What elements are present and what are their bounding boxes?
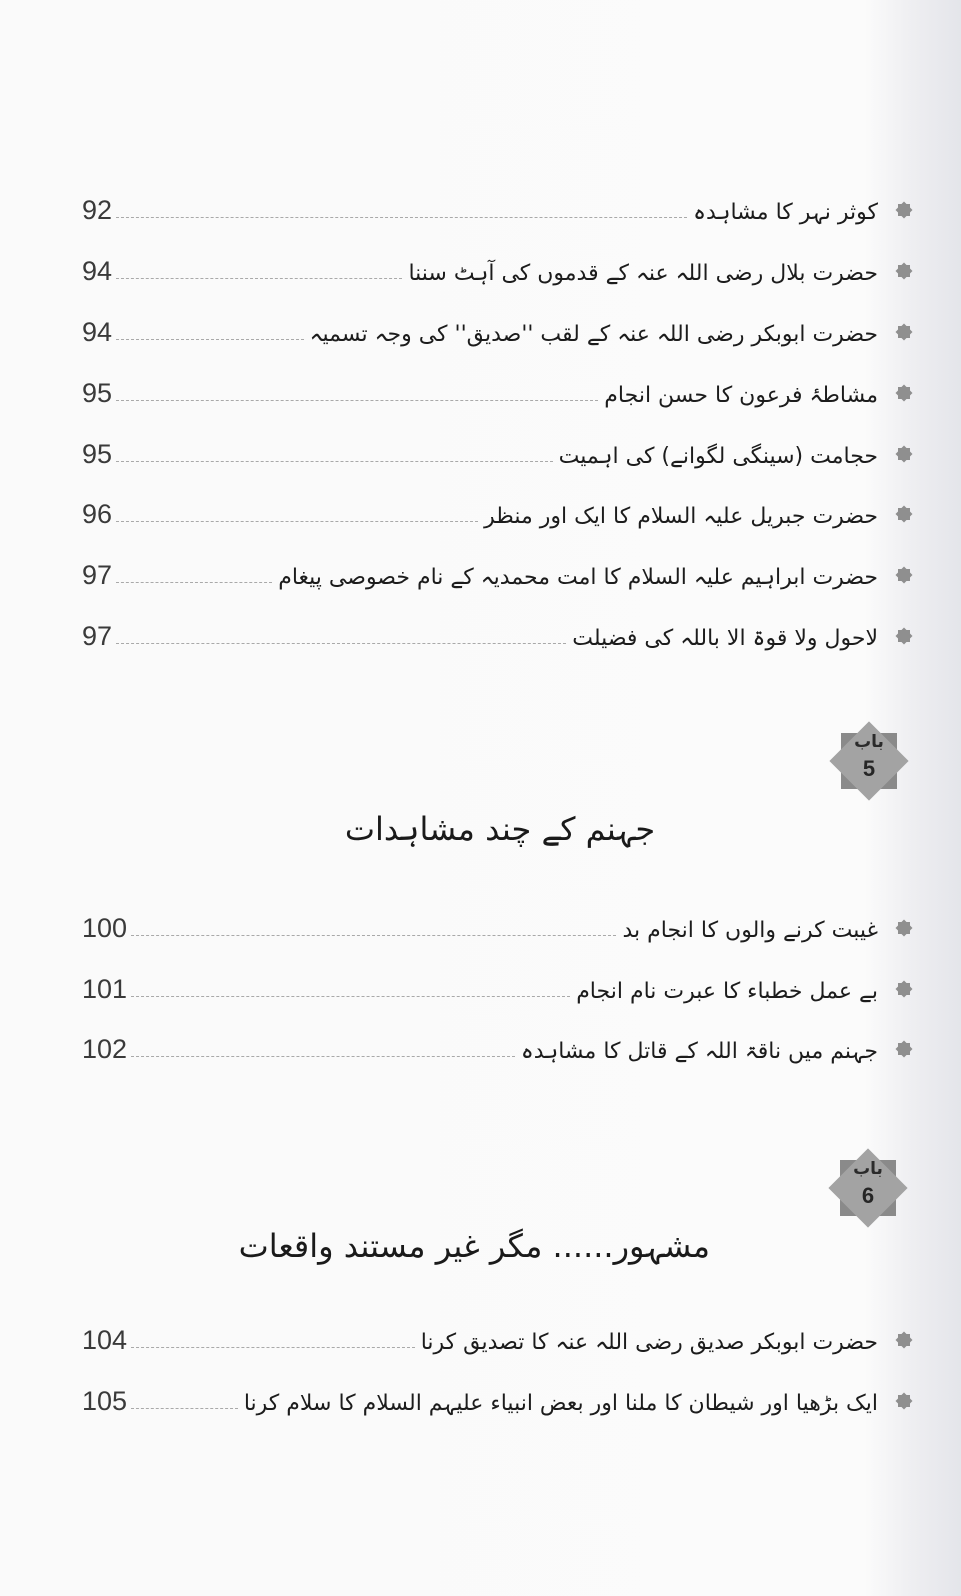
star-bullet-icon xyxy=(896,981,912,997)
dotted-leader xyxy=(116,400,598,401)
star-bullet-icon xyxy=(896,202,912,218)
dotted-leader xyxy=(131,1056,515,1057)
entry-title: ایک بڑھیا اور شیطان کا ملنا اور بعض انبیاء علیہم السلام کا سلام کرنا xyxy=(243,1390,878,1416)
page-number: 104 xyxy=(82,1325,128,1355)
page-number: 92 xyxy=(82,195,113,225)
entry-title: حجامت (سینگی لگوانے) کی اہمیت xyxy=(558,443,878,469)
star-bullet-icon xyxy=(896,1332,912,1348)
entry-title: حضرت بلال رضی اللہ عنہ کے قدموں کی آہٹ سننا xyxy=(408,260,878,286)
dotted-leader xyxy=(131,996,570,997)
page-number: 97 xyxy=(82,621,113,651)
star-bullet-icon xyxy=(896,263,912,279)
dotted-leader xyxy=(116,461,553,462)
toc-entry[interactable] xyxy=(82,612,912,652)
toc-entry[interactable] xyxy=(82,186,912,226)
entry-title: جہنم میں ناقۃ اللہ کے قاتل کا مشاہدہ xyxy=(520,1038,878,1064)
page-number: 94 xyxy=(82,256,113,286)
dotted-leader xyxy=(131,935,616,936)
dotted-leader xyxy=(131,1347,415,1348)
dotted-leader xyxy=(116,643,566,644)
chapter-title: مشہور...... مگر غیر مستند واقعات xyxy=(238,1227,710,1265)
star-bullet-icon xyxy=(896,446,912,462)
page-number: 105 xyxy=(82,1386,128,1416)
star-bullet-icon xyxy=(896,920,912,936)
entry-title: حضرت ابراہیم علیہ السلام کا امت محمدیہ کے نام خصوصی پیغام xyxy=(278,564,878,590)
dotted-leader xyxy=(116,582,272,583)
dotted-leader xyxy=(116,521,478,522)
entry-title: غیبت کرنے والوں کا انجام بد xyxy=(622,917,878,943)
page-number: 95 xyxy=(82,378,113,408)
dotted-leader xyxy=(131,1408,238,1409)
star-bullet-icon xyxy=(896,324,912,340)
chapter-title: جہنم کے چند مشاہدات xyxy=(344,810,656,848)
star-bullet-icon xyxy=(896,506,912,522)
entry-title: حضرت جبریل علیہ السلام کا ایک اور منظر xyxy=(484,503,878,529)
toc-entry[interactable] xyxy=(82,1316,912,1356)
entry-title: بے عمل خطباء کا عبرت نام انجام xyxy=(576,978,878,1004)
toc-entry[interactable] xyxy=(82,904,912,944)
chapter-6-badge xyxy=(829,1149,907,1227)
toc-entry[interactable] xyxy=(82,247,912,287)
dotted-leader xyxy=(116,339,304,340)
star-bullet-icon xyxy=(896,385,912,401)
star-bullet-icon xyxy=(896,628,912,644)
entry-title: حضرت ابوبکر رضی اللہ عنہ کے لقب ''صدیق'' کی وجہ تسمیہ xyxy=(309,321,878,347)
page-number: 94 xyxy=(82,317,113,347)
chapter-number: 5 xyxy=(862,756,876,781)
chapter-5-badge xyxy=(830,722,908,800)
toc-entry[interactable] xyxy=(82,369,912,409)
toc-entry[interactable] xyxy=(82,430,912,470)
chapter-label: باب xyxy=(853,1159,883,1179)
dotted-leader xyxy=(116,217,687,218)
entry-title: کوثر نہر کا مشاہدہ xyxy=(693,199,878,225)
star-bullet-icon xyxy=(896,1041,912,1057)
toc-entry[interactable] xyxy=(82,308,912,348)
page-number: 100 xyxy=(82,913,128,943)
entry-title: مشاطۂ فرعون کا حسن انجام xyxy=(604,382,878,408)
chapter-label: باب xyxy=(854,732,884,752)
toc-entry[interactable] xyxy=(82,551,912,591)
page-number: 96 xyxy=(82,499,113,529)
entry-title: لاحول ولا قوۃ الا باللہ کی فضیلت xyxy=(572,625,878,651)
chapter-number: 6 xyxy=(861,1183,875,1208)
star-bullet-icon xyxy=(896,567,912,583)
entry-title: حضرت ابوبکر صدیق رضی اللہ عنہ کا تصدیق کرنا xyxy=(420,1329,878,1355)
star-bullet-icon xyxy=(896,1393,912,1409)
toc-entry[interactable] xyxy=(82,965,912,1005)
page-number: 97 xyxy=(82,560,113,590)
page-number: 102 xyxy=(82,1034,128,1064)
page-number: 101 xyxy=(82,974,128,1004)
toc-entry[interactable] xyxy=(82,490,912,530)
toc-entry[interactable] xyxy=(82,1377,912,1417)
toc-entry[interactable] xyxy=(82,1025,912,1065)
dotted-leader xyxy=(116,278,402,279)
page-number: 95 xyxy=(82,439,113,469)
